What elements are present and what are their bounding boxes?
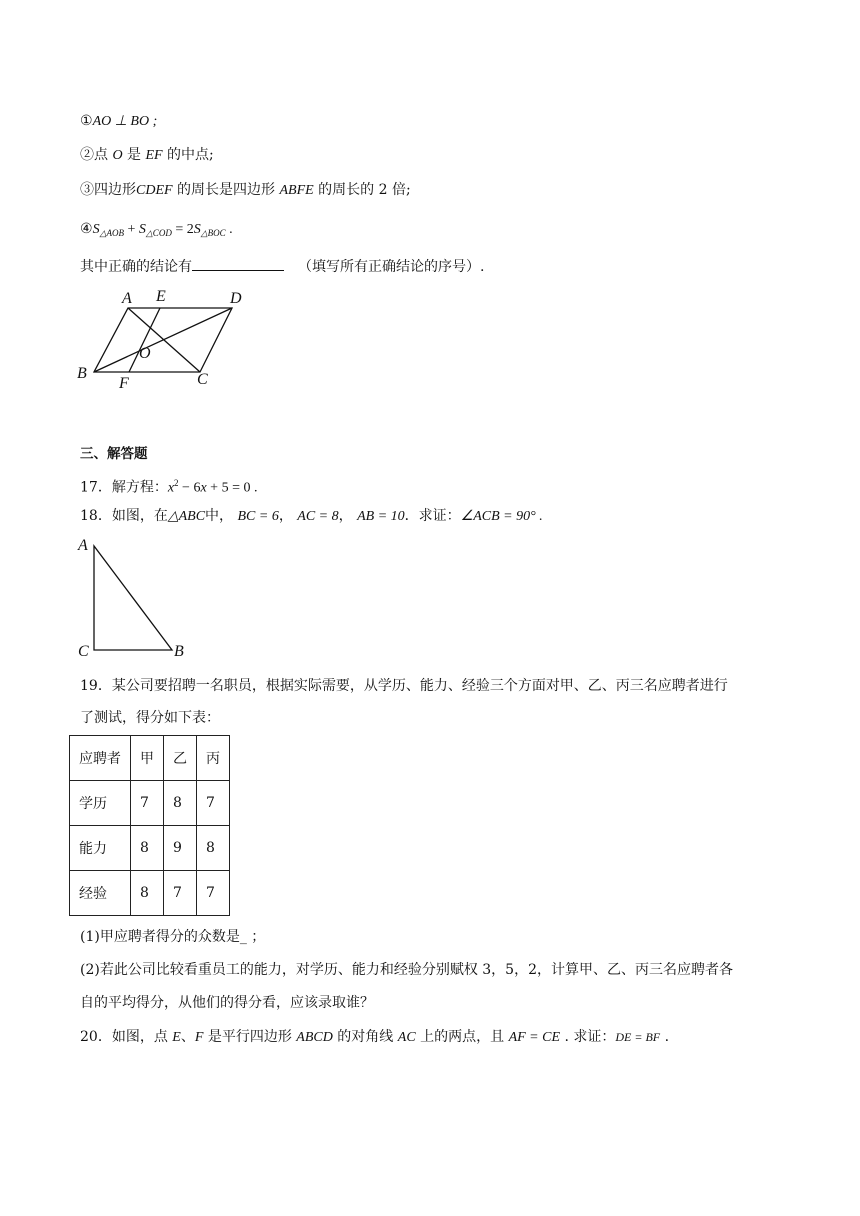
q20-end: . bbox=[660, 1029, 670, 1045]
table-row bbox=[70, 871, 230, 916]
table-header-cell: 应聘者 bbox=[70, 736, 131, 781]
answer-prompt: 其中正确的结论有 bbox=[80, 259, 192, 275]
statement-2-var2: EF bbox=[145, 148, 163, 163]
parallelogram-figure bbox=[72, 284, 262, 394]
statement-4-sub3: △BOC bbox=[200, 228, 226, 238]
statement-2 bbox=[80, 145, 214, 166]
q18-sep-2: ， bbox=[338, 508, 353, 524]
statement-3-var2: ABFE bbox=[279, 183, 314, 198]
triangle-figure bbox=[74, 534, 194, 662]
question-17 bbox=[80, 473, 257, 499]
statement-4-sub1: △AOB bbox=[99, 228, 124, 238]
score-table bbox=[69, 735, 230, 916]
statement-2-number: ② bbox=[80, 147, 94, 163]
q20-pre: 20．如图，点 bbox=[80, 1029, 173, 1045]
q18-mid: 中， bbox=[205, 508, 234, 524]
q20-sep: 、 bbox=[180, 1029, 195, 1045]
answer-blank[interactable] bbox=[192, 256, 284, 271]
q20-point-e: E bbox=[172, 1030, 181, 1045]
table-header-cell: 乙 bbox=[164, 736, 197, 781]
statement-3-post: 的周长的 2 倍; bbox=[313, 182, 411, 198]
q19-sub-2-line-1: (2)若此公司比较看重员工的能力，对学历、能力和经验分别赋权 3，5，2，计算甲、乙、丙三名应聘者各 bbox=[80, 962, 734, 978]
label-A: A bbox=[122, 290, 132, 307]
triangle-abc bbox=[94, 546, 172, 650]
q20-mid3: 上的两点，且 bbox=[415, 1029, 509, 1045]
statement-3-var1: CDEF bbox=[136, 183, 173, 198]
table-cell: 经验 bbox=[70, 871, 131, 916]
q18-cond-2: AC = 8 bbox=[297, 509, 339, 524]
statement-2-mid: 是 bbox=[122, 147, 146, 163]
q19-line-2: 了测试，得分如下表： bbox=[80, 710, 220, 726]
statement-4-end: . bbox=[225, 222, 233, 237]
statement-2-pre: 点 bbox=[94, 147, 113, 163]
statement-4-s2: S bbox=[138, 222, 146, 237]
table-cell: 7 bbox=[197, 781, 230, 826]
q20-goal: DE = BF bbox=[615, 1030, 661, 1044]
q20-mid: 是平行四边形 bbox=[203, 1029, 297, 1045]
table-cell: 学历 bbox=[70, 781, 131, 826]
label-C: C bbox=[78, 643, 89, 660]
statement-1 bbox=[80, 111, 157, 132]
statement-2-post: 的中点; bbox=[162, 147, 214, 163]
table-header-cell: 甲 bbox=[131, 736, 164, 781]
statement-1-number: ① bbox=[80, 113, 93, 129]
q20-cond: AF = CE bbox=[508, 1030, 561, 1045]
q18-prove: ．求证： bbox=[404, 508, 461, 524]
table-row bbox=[70, 781, 230, 826]
label-D: D bbox=[230, 290, 242, 307]
q17-eq-sup: 2 bbox=[174, 478, 179, 488]
statement-3 bbox=[80, 180, 411, 201]
table-cell: 7 bbox=[197, 871, 230, 916]
q19-line-1: 19．某公司要招聘一名职员，根据实际需要，从学历、能力、经验三个方面对甲、乙、丙三名应聘者进行 bbox=[80, 678, 728, 694]
segment-ef bbox=[129, 308, 160, 372]
q18-sep-1: ， bbox=[278, 508, 293, 524]
table-header-cell: 丙 bbox=[197, 736, 230, 781]
q20-point-f: F bbox=[194, 1030, 204, 1045]
label-B: B bbox=[174, 643, 184, 660]
q18-cond-1: BC = 6 bbox=[237, 509, 279, 524]
statement-1-text: AO ⊥ BO ; bbox=[92, 114, 158, 129]
statement-4-plus: + bbox=[123, 222, 139, 237]
answer-line bbox=[80, 256, 484, 277]
label-O: O bbox=[139, 345, 151, 362]
label-B: B bbox=[77, 365, 87, 382]
q17-eq-c: x bbox=[200, 480, 207, 496]
statement-3-pre: 四边形 bbox=[94, 182, 136, 198]
statement-4 bbox=[80, 219, 233, 243]
question-18 bbox=[80, 506, 543, 527]
table-header-row bbox=[70, 736, 230, 781]
question-20 bbox=[80, 1027, 669, 1048]
table-row bbox=[70, 826, 230, 871]
q17-eq-b: − 6 bbox=[178, 480, 201, 496]
table-cell: 7 bbox=[131, 781, 164, 826]
label-E: E bbox=[156, 288, 166, 305]
q18-goal: ∠ACB = 90° . bbox=[460, 509, 543, 524]
statement-4-s1: S bbox=[92, 222, 100, 237]
statement-2-var1: O bbox=[112, 148, 123, 163]
q20-quad: ABCD bbox=[296, 1030, 333, 1045]
label-C: C bbox=[197, 371, 208, 388]
statement-4-number: ④ bbox=[80, 221, 93, 237]
table-cell: 8 bbox=[131, 871, 164, 916]
q20-mid2: 的对角线 bbox=[332, 1029, 398, 1045]
table-cell: 8 bbox=[131, 826, 164, 871]
q20-prove: . 求证： bbox=[560, 1029, 616, 1045]
table-cell: 7 bbox=[164, 871, 197, 916]
label-F: F bbox=[119, 375, 129, 392]
statement-4-eq: = 2 bbox=[171, 222, 194, 237]
diagonal-bd bbox=[94, 308, 232, 372]
table-cell: 能力 bbox=[70, 826, 131, 871]
section-title: 三、解答题 bbox=[80, 446, 148, 462]
q18-number: 18．如图，在 bbox=[80, 508, 168, 524]
answer-hint: （填写所有正确结论的序号）. bbox=[298, 259, 485, 275]
statement-3-number: ③ bbox=[80, 182, 94, 198]
table-cell: 8 bbox=[197, 826, 230, 871]
q17-eq-d: + 5 = 0 . bbox=[206, 480, 258, 496]
table-cell: 9 bbox=[164, 826, 197, 871]
table-cell: 8 bbox=[164, 781, 197, 826]
label-A: A bbox=[78, 537, 88, 554]
q19-sub-2-line-2: 自的平均得分，从他们的得分看，应该录取谁？ bbox=[80, 995, 374, 1011]
statement-3-mid: 的周长是四边形 bbox=[172, 182, 280, 198]
q17-eq-a: x bbox=[167, 480, 175, 496]
q17-number: 17．解方程： bbox=[80, 479, 168, 496]
q18-triangle: △ABC bbox=[167, 509, 206, 524]
q18-cond-3: AB = 10 bbox=[357, 509, 405, 524]
statement-4-sub2: △COD bbox=[145, 228, 172, 238]
q19-sub-1: (1)甲应聘者得分的众数是_ ； bbox=[80, 929, 266, 945]
q20-diag: AC bbox=[397, 1030, 416, 1045]
statement-4-s3: S bbox=[193, 222, 201, 237]
